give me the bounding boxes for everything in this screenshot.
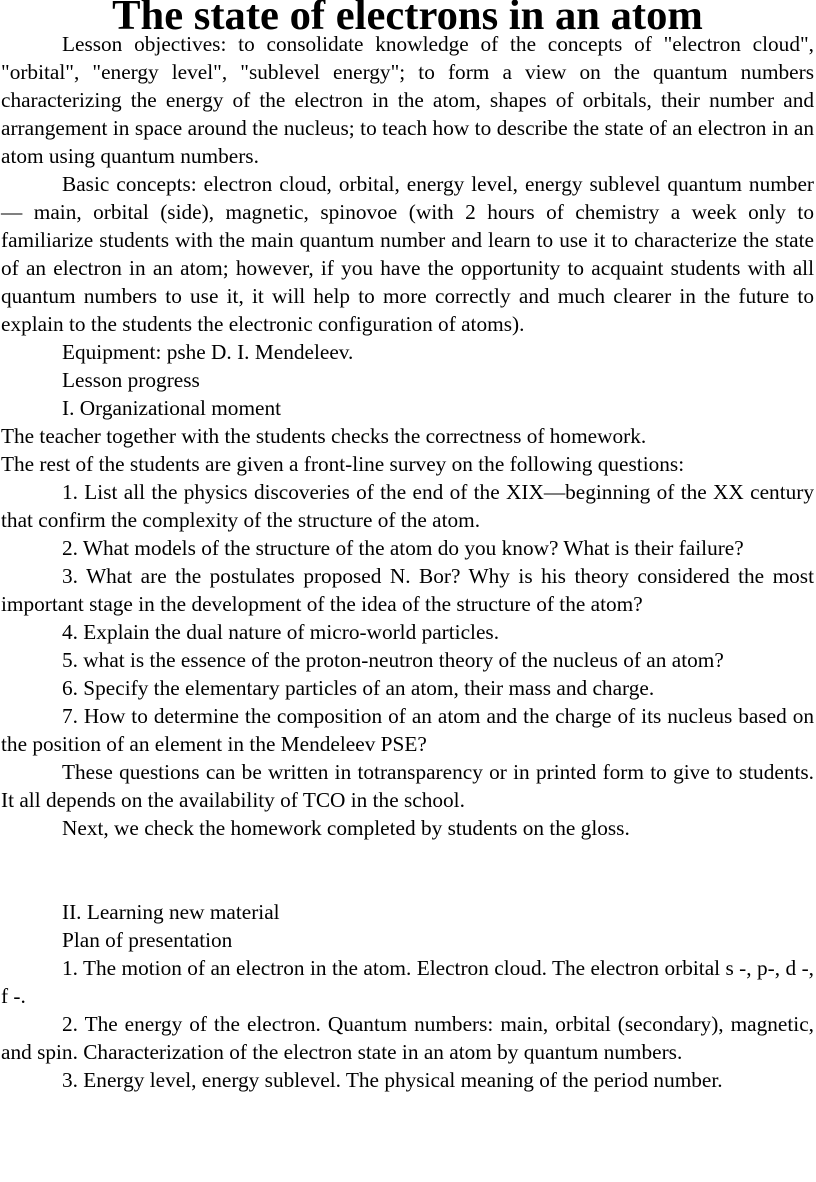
- section-new-material-heading: II. Learning new material: [62, 900, 280, 924]
- teacher-check-paragraph: The teacher together with the students checks the correctness of homework.: [1, 424, 647, 448]
- question-item: 2. What models of the structure of the atom do you know? What is their failure?: [62, 536, 744, 560]
- question-item: 3. What are the postulates proposed N. Bor? Why is his theory considered the most important stage in the development of the idea of the structure of the atom?: [1, 564, 814, 616]
- plan-heading: Plan of presentation: [62, 928, 233, 952]
- plan-item: 1. The motion of an electron in the atom. Electron cloud. The electron orbital s -, p-, d -, f -.: [1, 956, 814, 1008]
- document-title: The state of electrons in an atom: [112, 0, 703, 39]
- section-organizational-heading: I. Organizational moment: [62, 396, 282, 420]
- question-item: 5. what is the essence of the proton-neutron theory of the nucleus of an atom?: [62, 648, 724, 672]
- lesson-progress-heading: Lesson progress: [62, 368, 200, 392]
- plan-item: 2. The energy of the electron. Quantum numbers: main, orbital (secondary), magnetic, and spin. Characterization of the electron state in an atom by quantum numbers.: [1, 1012, 814, 1064]
- basic-concepts-paragraph: Basic concepts: electron cloud, orbital, energy level, energy sublevel quantum number — main, orbital (side), magnetic, spinovoe (with 2 hours of chemistry a week only to familiarize students with the main quantum number and learn to use it to characterize the state of an electron in an atom; however, if you have the opportunity to acquaint students with all quantum numbers to use it, it will help to more correctly and much clearer in the future to explain to the students the electronic configuration of atoms).: [1, 172, 814, 336]
- transparency-note-paragraph: These questions can be written in totransparency or in printed form to give to students. It all depends on the availability of TCO in the school.: [1, 760, 814, 812]
- section-spacer: [1, 842, 814, 898]
- homework-check-paragraph: Next, we check the homework completed by students on the gloss.: [62, 816, 630, 840]
- plan-item: 3. Energy level, energy sublevel. The physical meaning of the period number.: [62, 1068, 723, 1092]
- question-item: 4. Explain the dual nature of micro-world particles.: [62, 620, 500, 644]
- survey-intro-paragraph: The rest of the students are given a front-line survey on the following questions:: [1, 452, 685, 476]
- equipment-line: Equipment: pshe D. I. Mendeleev.: [62, 340, 354, 364]
- question-item: 7. How to determine the composition of an atom and the charge of its nucleus based on the position of an element in the Mendeleev PSE?: [1, 704, 814, 756]
- question-item: 6. Specify the elementary particles of an atom, their mass and charge.: [62, 676, 655, 700]
- question-item: 1. List all the physics discoveries of the end of the XIX—beginning of the XX century that confirm the complexity of the structure of the atom.: [1, 480, 814, 532]
- lesson-objectives-paragraph: Lesson objectives: to consolidate knowledge of the concepts of "electron cloud", "orbital", "energy level", "sublevel energy"; to form a view on the quantum numbers characterizing the energy of the electron in the atom, shapes of orbitals, their number and arrangement in space around the nucleus; to teach how to describe the state of an electron in an atom using quantum numbers.: [1, 32, 814, 168]
